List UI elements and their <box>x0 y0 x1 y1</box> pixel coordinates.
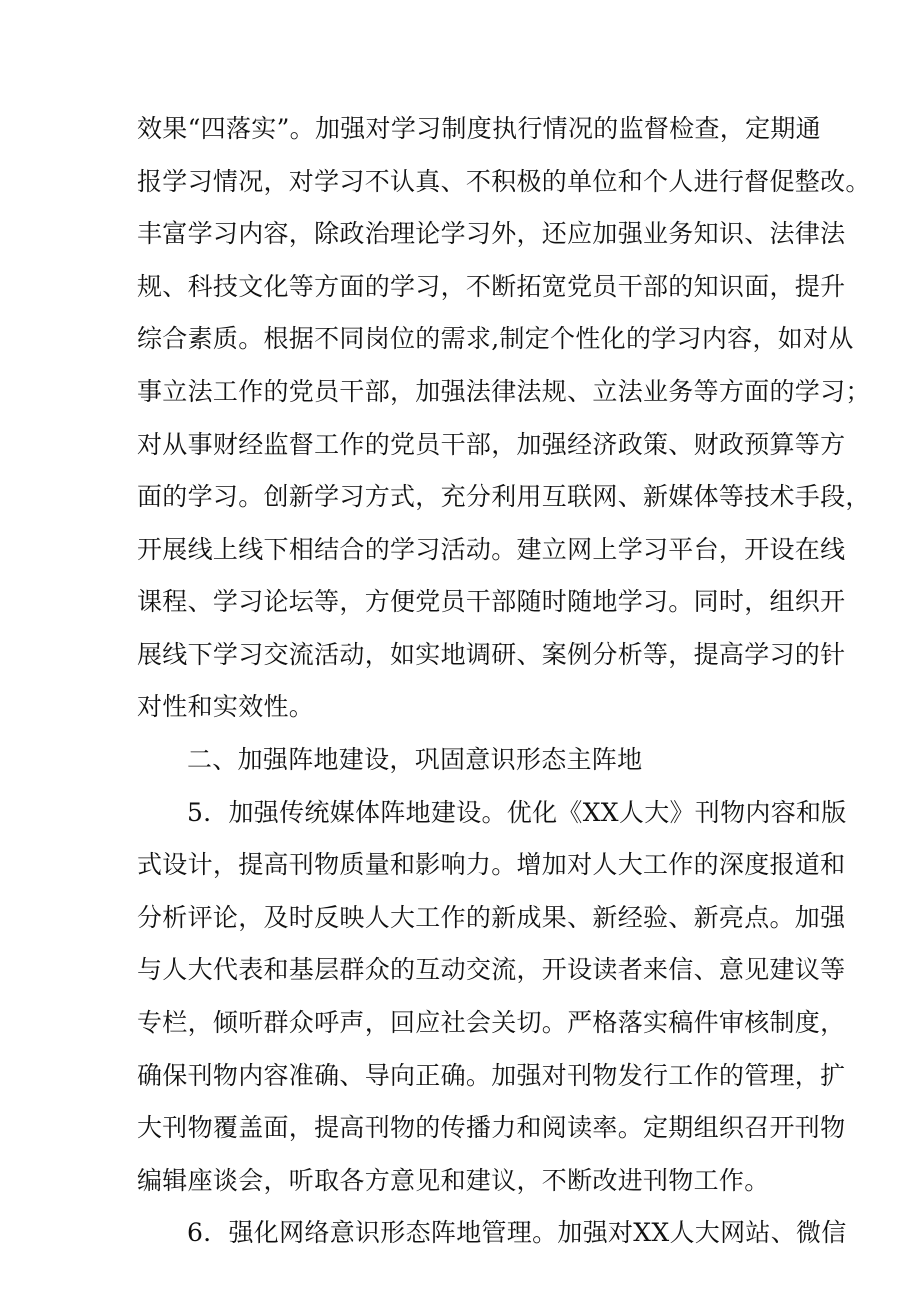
text-line-14: 5．加强传统媒体阵地建设。优化《XX人大》刊物内容和版 <box>187 798 847 827</box>
text-line-16: 分析评论，及时反映人大工作的新成果、新经验、新亮点。加强 <box>137 903 846 932</box>
text-line-17: 与人大代表和基层群众的互动交流，开设读者来信、意见建议等 <box>137 955 846 984</box>
text-line-1: 效果“四落实”。加强对学习制度执行情况的监督检查，定期通 <box>137 114 821 143</box>
text-line-19: 确保刊物内容准确、导向正确。加强对刊物发行工作的管理，扩 <box>137 1061 846 1090</box>
text-line-18: 专栏，倾听群众呼声，回应社会关切。严格落实稿件审核制度， <box>137 1008 846 1037</box>
text-line-10: 课程、学习论坛等，方便党员干部随时随地学习。同时，组织开 <box>137 587 846 616</box>
text-line-11: 展线下学习交流活动，如实地调研、案例分析等，提高学习的针 <box>137 640 846 669</box>
text-line-7: 对从事财经监督工作的党员干部，加强经济政策、财政预算等方 <box>137 430 846 459</box>
text-line-8: 面的学习。创新学习方式，充分利用互联网、新媒体等技术手段， <box>137 482 871 511</box>
text-line-9: 开展线上线下相结合的学习活动。建立网上学习平台，开设在线 <box>137 535 846 564</box>
text-line-15: 式设计，提高刊物质量和影响力。增加对人大工作的深度报道和 <box>137 850 846 879</box>
text-line-12: 对性和实效性。 <box>137 692 315 721</box>
text-line-5: 综合素质。根据不同岗位的需求,制定个性化的学习内容，如对从 <box>137 324 854 353</box>
text-line-6: 事立法工作的党员干部，加强法律法规、立法业务等方面的学习； <box>137 377 871 406</box>
text-line-20: 大刊物覆盖面，提高刊物的传播力和阅读率。定期组织召开刊物 <box>137 1113 846 1142</box>
text-line-2: 报学习情况，对学习不认真、不积极的单位和个人进行督促整改。 <box>137 167 871 196</box>
text-line-22: 6．强化网络意识形态阵地管理。加强对XX人大网站、微信 <box>187 1218 847 1247</box>
section-heading: 二、加强阵地建设，巩固意识形态主阵地 <box>187 745 643 774</box>
text-line-3: 丰富学习内容，除政治理论学习外，还应加强业务知识、法律法 <box>137 219 846 248</box>
text-line-4: 规、科技文化等方面的学习，不断拓宽党员干部的知识面，提升 <box>137 272 846 301</box>
text-line-21: 编辑座谈会，听取各方意见和建议，不断改进刊物工作。 <box>137 1166 770 1195</box>
